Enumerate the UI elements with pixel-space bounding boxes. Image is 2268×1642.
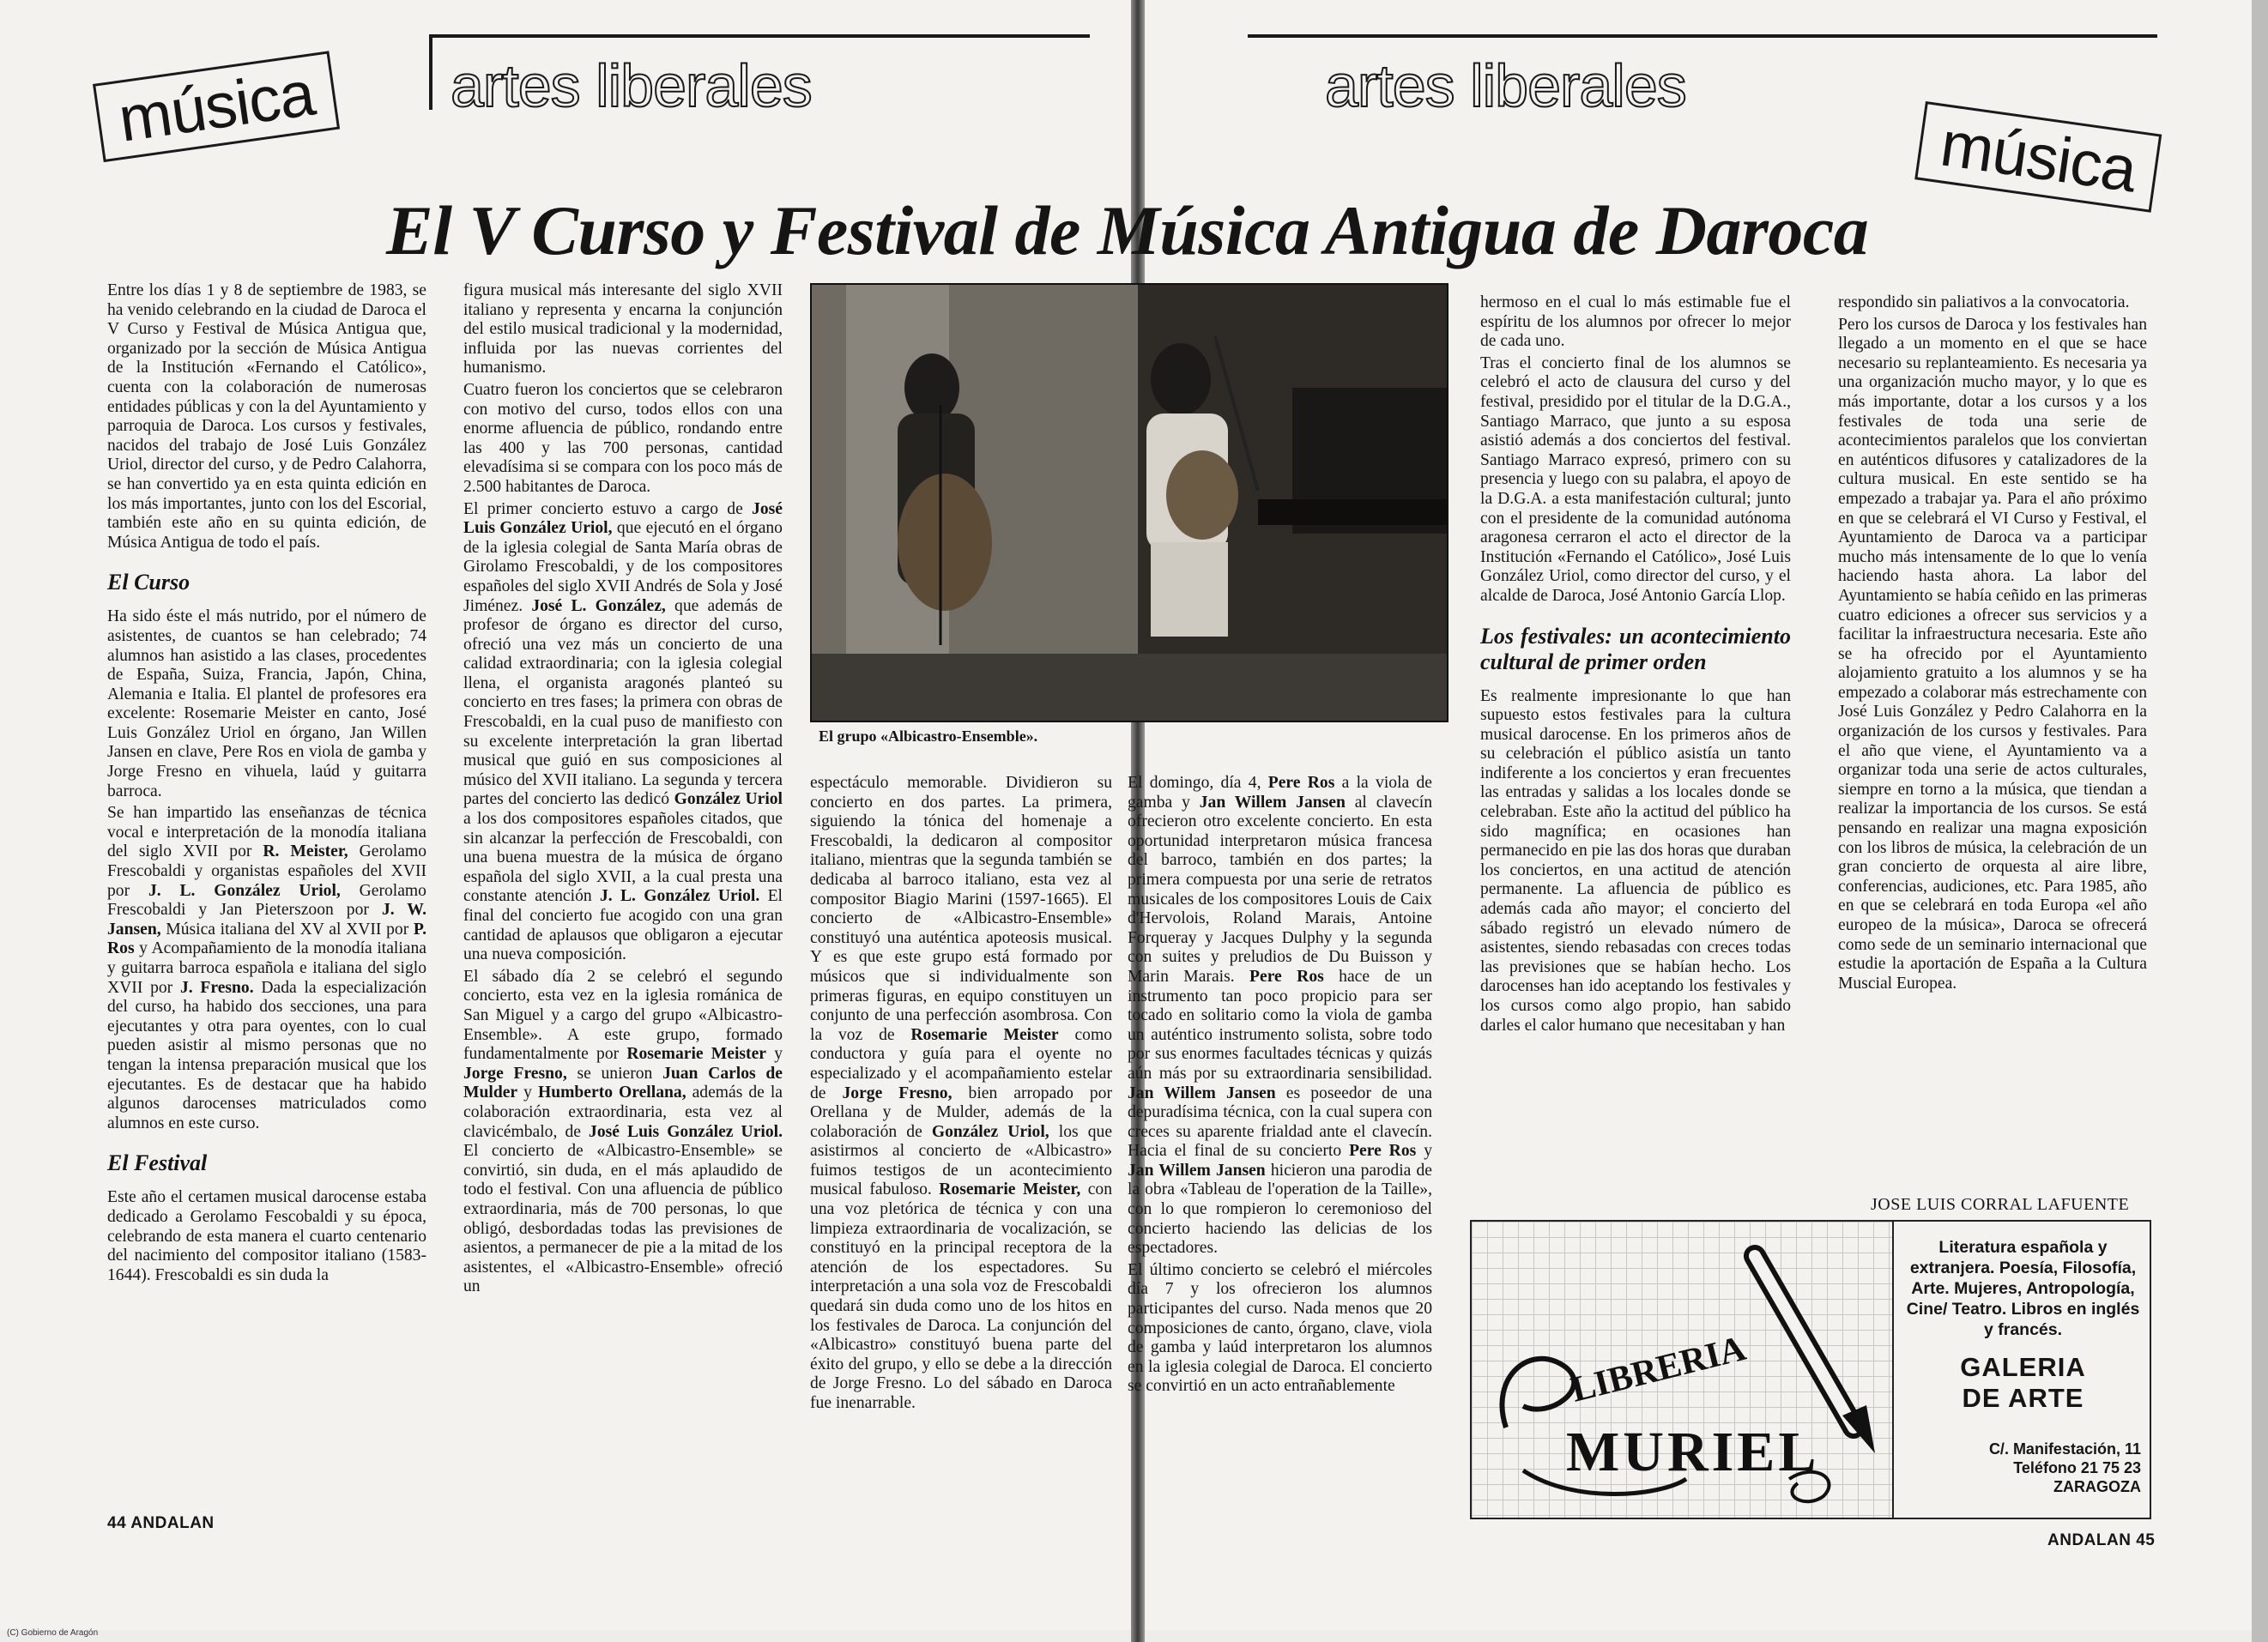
subhead-los-festivales: Los festivales: un acontecimiento cultural de primer orden: [1480, 623, 1791, 674]
copyright-note: (C) Gobierno de Aragón: [7, 1628, 99, 1638]
col5-paragraph-3: Es realmente impresionante lo que han supuesto estos festivales para la cultura musical darocense. En los primeros años de su celebración el público asistía un tanto indiferente a los conciertos y eran frecuentes las entradas y salidas a los locales donde se celebraban. Este año la actitud del público ha sido magnífica; en ocasiones han permanecido en pie las dos horas que duraban los conciertos, en una actitud de atención permanente. La afluencia de público es además cada año mayor; el concierto del sábado registró un elevado número de asistentes, siendo rebasadas con creces todas las previsiones que se habían hecho. Los darocenses han ido aceptando los festivales y los cursos como algo propio, han sabido darles el calor humano que necesitaban y han: [1480, 686, 1791, 1035]
col6-paragraph-2: Pero los cursos de Daroca y los festivales han llegado a un momento en el que se hace necesario su replanteamiento. Es necesaria ya una organización mucho mayor, y lo que es más importante, dotar a los cursos y a los festivales de toda una serie de acontecimientos paralelos que los conviertan en auténticos difusores y catalizadores de la cultura musical. En este sentido se ha empezado a trabajar ya. Para el año próximo en que se celebrará el VI Curso y Festival, el Ayuntamiento de Daroca va a participar mucho más intensamente de lo que lo venía haciendo hasta ahora. La labor del Ayuntamiento se había ceñido en las primeras cuatro ediciones a ofrecer sus servicios y a facilitar la infraestructura necesaria. Este año se ha ofrecido por el Ayuntamiento alojamiento gratuito a los alumnos y se ha empezado a colaborar más estrechamente con José Luis González y Pedro Calahorra en la organización de los cursos y festivales. Para el año que viene, el Ayuntamiento va a organizar toda una serie de actos culturales, siempre en torno a la música, que tiendan a realizar la importancia de los cursos. Se está pensando en realizar una magna exposición con los libros de música, la celebración de un gran concierto de orquesta al aire libre, conferencias, audiciones, etc. Para 1985, año en que se celebrará en toda Europa «el año europeo de la música», Daroca se ofrecerá como sede de un seminario internacional que estudie la aportación de España a la Cultura Muscial Europea.: [1838, 315, 2147, 993]
curso-paragraph-2: Se han impartido las enseñanzas de técnica vocal e interpretación de la monodía italiana del siglo XVII por R. Meister, Gerolamo Frescobaldi y organistas españoles del XVII por J. L. González Uriol, Gerolamo Frescobaldi y Jan Pieterszoon por J. W. Jansen, Música italiana del XV al XVII por P. Ros y Acompañamiento de la monodía italiana y guitarra barroca española e italiana del siglo XVII por J. Fresno. Dada la especialización del curso, ha habido dos secciones, una para ejecutantes y otra para oyentes, con lo cual pueden asistir al mismo personas que no tengan la intensa preparación musical que los ejecutantes. Es de destacar que ha habido algunos darocenses matriculados como alumnos en este curso.: [107, 804, 427, 1132]
pen-logo-icon: [1472, 1222, 1892, 1518]
header-rule-right: [1248, 34, 2157, 38]
header-rule-left: [429, 34, 1090, 38]
subhead-el-curso: El Curso: [107, 570, 191, 595]
ensemble-photo: [810, 283, 1448, 722]
name-fresno: J. Fresno.: [179, 978, 254, 997]
section-title-right: artes liberales: [1325, 52, 1686, 119]
musicians-photo-illustration: [812, 285, 1447, 721]
col2-paragraph-3: El primer concierto estuvo a cargo de José Luis González Uriol, que ejecutó en el órgano de la iglesia colegial de Santa María obras de Girolamo Frescobaldi, y de los compositores españoles del siglo XVII Andrés de Sola y José Jiménez. José L. González, que además de profesor de órgano es director del curso, ofreció una vez más un concierto de una calidad extraordinaria; con la iglesia colegial llena, el organista aragonés planteó su concierto en tres fases; la primera con obras de Frescobaldi, en la cual puso de manifiesto con su excelente interpretación la gran libertad musical que guió en sus composiciones al músico del XVII italiano. La segunda y tercera partes del concierto las dedicó González Uriol a los dos compositores españoles citados, que sin alcanzar la perfección de Frescobaldi, con una buena muestra de la música de órgano española del siglo XVII, a la cual presta una constante atención J. L. González Uriol. El final del concierto fue acogido con una gran cantidad de aplausos que obligaron a ejecutar una nueva composición.: [463, 499, 783, 964]
article-column-1: [107, 281, 426, 1288]
logo-muriel-text: MURIEL: [1566, 1421, 1820, 1483]
ad-description: Literatura española y extranjera. Poesía, Filosofía, Arte. Mujeres, Antropología, Cine/ Teatro. Libros en inglés y francés.: [1906, 1238, 2140, 1339]
ad-gallery-line-2: DE ARTE: [1962, 1383, 2084, 1413]
col6-paragraph-1: respondido sin paliativos a la convocatoria.: [1838, 293, 2130, 311]
col2-paragraph-1: figura musical más interesante del siglo XVII italiano y representa y encarna la conjunción del estilo musical tradicional y la modernidad, influida por las nuevas corrientes del humanismo.: [463, 281, 783, 377]
name-jansen: J. W. Jansen,: [107, 901, 426, 939]
article-column-6: [1838, 293, 2147, 996]
section-box-left-text: música: [114, 57, 319, 155]
advertisement-text: [1905, 1237, 2141, 1496]
ad-city: ZARAGOZA: [2053, 1478, 2141, 1495]
author-signature: JOSE LUIS CORRAL LAFUENTE: [1871, 1195, 2130, 1214]
col2-paragraph-4: El sábado día 2 se celebró el segundo concierto, esta vez en la iglesia románica de San Miguel y a cargo del grupo «Albicastro-Ensemble». A este grupo, formado fundamentalmente por Rosemarie Meister y Jorge Fresno, se unieron Juan Carlos de Mulder y Humberto Orellana, además de la colaboración extraordinaria, esta vez al clavicémbalo, de José Luis González Uriol. El concierto de «Albicastro-Ensemble» se convirtió, sin duda, en el más aplaudido de todo el festival. Con una afluencia de público extraordinaria, más de 700 personas, lo que obligó, desbordadas todas las previsiones de asientos, a permanecer de pie a la mitad de los asistentes, el «Albicastro-Ensemble» ofreció un: [463, 967, 783, 1296]
col4-paragraph-1: El domingo, día 4, Pere Ros a la viola de gamba y Jan Willem Jansen al clavecín ofrecieron otro excelente concierto. En esta oportunidad interpretaron música francesa del barroco, también en dos partes; la primera compuesta por una serie de retratos musicales de los compositores Louis de Caix d'Hervolois, Roland Marais, Antoine Forqueray y Jacques Dulphy y la segunda con suites y preludios de Du Buisson y Marin Marais. Pere Ros hace de un instrumento tan poco propicio para ser tocado en solitario como la viola de gamba un auténtico instrumento solista, sobre todo por sus enormes facultades técnicas y quizás aún más por su extraordinaria sensibilidad. Jan Willem Jansen es poseedor de una depuradísima técnica, con la cual supera con creces su aparente frialdad ante el clavecín. Hacia el final de su concierto Pere Ros y Jan Willem Jansen hicieron una parodia de la obra «Tableau de l'operation de la Taille», con lo que rompieron lo ceremonioso del concierto haciendo las delicias de los espectadores.: [1128, 774, 1432, 1258]
section-title-left: artes liberales: [451, 52, 812, 119]
page-edge: [2252, 0, 2268, 1642]
curso-paragraph-1: Ha sido éste el más nutrido, por el número de asistentes, de cuantos se han celebrado; 74 alumnos han asistido a las clases, procedentes de España, Suiza, Francia, Japón, China, Alemania e Italia. El plantel de profesores era excelente: Rosemarie Meister en canto, José Luis González Uriol en órgano, Jan Willen Jansen en clave, Pere Ros en viola de gamba y Jorge Fresno en vihuela, laúd y guitarra barroca.: [107, 607, 426, 800]
article-column-4: [1128, 774, 1432, 1399]
ad-phone: Teléfono 21 75 23: [2013, 1459, 2141, 1476]
section-box-right: [1914, 101, 2162, 213]
ad-gallery-line-1: GALERIA: [1960, 1352, 2086, 1382]
header-rule-left-vertical: [429, 34, 432, 110]
col3-paragraph-1: espectáculo memorable. Dividieron su concierto en dos partes. La primera, siguiendo la tónica del homenaje a Frescobaldi, la dedicaron al compositor italiano, mientras que la segunda también se dedicaba al barroco italiano, esta vez al compositor Biagio Marini (1597-1665). El concierto de «Albicastro-Ensemble» constituyó una auténtica apoteosis musical. Y es que este grupo está formado por músicos que si individualmente son primeras figuras, en equipo constituyen un conjunto de una perfección asombrosa. Con la voz de Rosemarie Meister como conductora y guía para el oyente no especializado y el acompañamiento estelar de Jorge Fresno, bien arropado por Orellana y de Mulder, además de la colaboración de González Uriol, los que asistirmos al concierto de «Albicastro» fuimos testigos de un acontecimiento musical fabuloso. Rosemarie Meister, con una voz pletórica de técnica y con una limpieza extraordinaria de vocalización, se constituyó en la principal receptora de la atención de los espectadores. Su interpretación a una sola voz de Frescobaldi quedará sin duda como uno de los hitos en los festivales de Daroca. La conjunción del «Albicastro» constituyó buena parte del éxito del grupo, y ello se debe a la dirección de Jorge Fresno. Lo del sábado en Daroca fue inenarrable.: [810, 774, 1113, 1412]
photo-caption: El grupo «Albicastro-Ensemble».: [819, 727, 1038, 745]
name-meister: R. Meister,: [263, 842, 348, 861]
col2-paragraph-2: Cuatro fueron los conciertos que se celebraron con motivo del curso, todos ellos con una enorme afluencia de público, rondando entre las 400 y las 700 personas, cantidad elevadísima si se compara con los poco más de 2.500 habitantes de Daroca.: [463, 380, 783, 496]
article-column-3: [810, 774, 1112, 1416]
col4-paragraph-2: El último concierto se celebró el miércoles día 7 y los ofrecieron los alumnos participantes del curso. Nada menos que 20 composiciones de canto, órgano, clave, viola de gamba y laúd interpretaron los alumnos en la iglesia colegial de Daroca. El concierto se convirtió en un acto entrañablemente: [1128, 1260, 1432, 1396]
name-ros: P. Ros: [107, 920, 426, 958]
ad-address: C/. Manifestación, 11: [1988, 1440, 2141, 1458]
intro-paragraph: Entre los días 1 y 8 de septiembre de 1983, se ha venido celebrando en la ciudad de Daroca el V Curso y Festival de Música Antigua que, organizado por la sección de Música Antigua de la Institución «Fernando el Católico», cuenta con la colaboración de numerosas entidades públicas y con la del Ayuntamiento y parroquia de Daroca. Los cursos y festivales, nacidos del trabajo de José Luis González Uriol, director del curso, y de Pedro Calahorra, se han convertido ya en esta quinta edición en los más importantes, junto con los del Escorial, también este año en su quinta edición, de Música Antigua de todo el país.: [107, 281, 426, 552]
bookshop-advertisement: [1470, 1220, 2151, 1519]
name-uriol: J. L. González Uriol,: [148, 881, 341, 900]
bookshop-logo: [1472, 1222, 1894, 1518]
article-column-5: [1480, 293, 1791, 1038]
col5-paragraph-2: Tras el concierto final de los alumnos se celebró el acto de clausura del curso y del festival, presidido por el titular de la D.G.A., Santiago Marraco, que junto a su esposa asistió además a dos conciertos del festival. Santiago Marraco expresó, primero con su presencia y luego con su palabra, el apoyo de la D.G.A. a esta manifestación cultural; junto con el presidente de la comunidad autónoma aragonesa cerraron el acto el director de la Institución «Fernando el Católico», José Luis González Uriol, como director del curso, y el alcalde de Daroca, José Antonio García Llop.: [1480, 353, 1791, 605]
section-box-left: [93, 51, 341, 162]
page-number-right: ANDALAN 45: [2047, 1531, 2156, 1549]
article-headline: El V Curso y Festival de Música Antigua de Daroca: [386, 191, 1869, 269]
page-number-left: 44 ANDALAN: [107, 1514, 215, 1532]
section-box-right-text: música: [1936, 107, 2141, 206]
col5-paragraph-1: hermoso en el cual lo más estimable fue el espíritu de los alumnos por ofrecer lo mejor de cada uno.: [1480, 293, 1791, 351]
logo-libreria-text: LIBRERIA: [1567, 1328, 1750, 1410]
festival-paragraph-1: Este año el certamen musical darocense estaba dedicado a Gerolamo Fescobaldi y su época, celebrando de esta manera el cuarto centenario del nacimiento del compositor italiano (1583-1644). Frescobaldi es sin duda la: [107, 1188, 426, 1284]
article-column-2: [463, 281, 783, 1300]
subhead-el-festival: El Festival: [107, 1150, 208, 1176]
